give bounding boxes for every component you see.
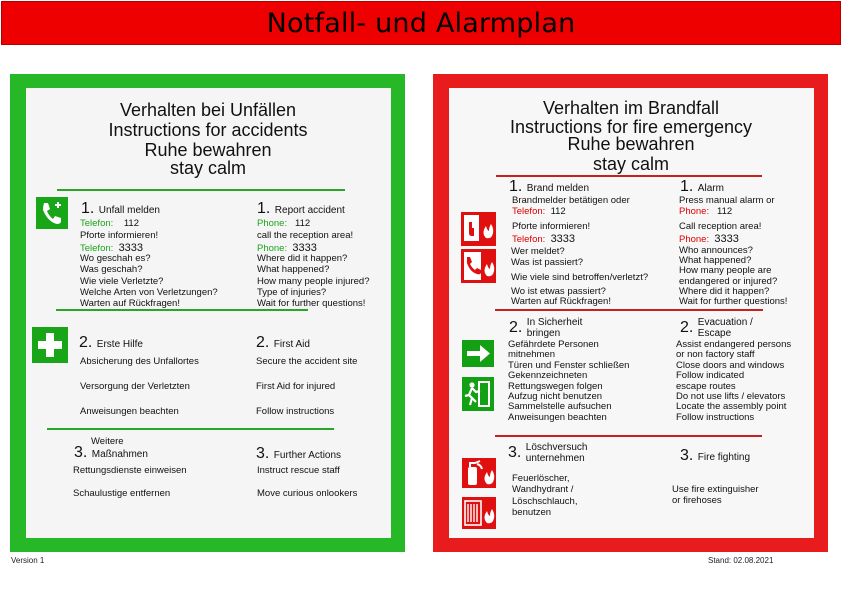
list-item: How many people are — [679, 265, 772, 277]
fire-alarm-button-icon — [461, 212, 496, 246]
reception-phone: 3333 — [292, 242, 317, 254]
firefighting-list-en — [672, 484, 759, 507]
list-item: Welche Arten von Verletzungen? — [80, 286, 218, 298]
list-item: Gekennzeichneten — [508, 370, 588, 382]
list-item: Wait for further questions! — [257, 298, 366, 310]
question-list-en — [257, 253, 369, 309]
divider — [495, 435, 762, 437]
divider — [57, 189, 345, 191]
section-title-en: Escape — [697, 328, 732, 339]
direction-arrow-icon — [462, 340, 494, 367]
phone-number: 112 — [717, 206, 733, 217]
section-number: 3. — [680, 447, 694, 464]
section-title-de: Löschversuch — [525, 442, 588, 453]
section-number: 2. — [79, 334, 93, 351]
accident-calm-de: Ruhe bewahren — [144, 140, 272, 160]
list-item: Wandhydrant / — [512, 484, 574, 496]
list-item: Anweisungen beachten — [508, 411, 607, 423]
list-item: Warten auf Rückfragen! — [80, 298, 180, 310]
divider — [496, 175, 762, 177]
list-item: Wer meldet? — [511, 246, 565, 257]
section-number: 2. — [680, 319, 694, 336]
list-item: Wo geschah es? — [80, 253, 151, 264]
accident-heading-de: Verhalten bei Unfällen — [119, 100, 297, 120]
list-item: Warten auf Rückfragen! — [511, 296, 611, 307]
list-item: Use fire extinguisher — [672, 484, 759, 495]
fire-emergency-phone-icon — [461, 249, 496, 283]
alarm-instruction: Brandmelder betätigen oder — [512, 195, 630, 206]
question-list-de — [80, 253, 218, 309]
version-label: Version 1 — [11, 556, 45, 565]
list-item: Secure the accident site — [256, 356, 358, 367]
list-item: Rettungswegen folgen — [508, 380, 603, 392]
list-item: Who announces? — [679, 245, 753, 256]
list-item: Sammelstelle aufsuchen — [508, 401, 612, 413]
list-item: Wie viele Verletzte? — [80, 275, 164, 287]
list-item: Schaulustige entfernen — [73, 488, 171, 499]
phone-label: Telefon: — [512, 206, 546, 217]
list-item: Type of injuries? — [257, 286, 327, 298]
reception-note: Call reception area! — [679, 221, 762, 232]
section-title-en: First Aid — [273, 339, 310, 350]
section-number: 3. — [256, 445, 270, 462]
section-number: 1. — [680, 178, 694, 195]
reception-phone: 3333 — [714, 233, 739, 245]
section-title-en: Evacuation / — [697, 317, 753, 328]
list-item: Where did it happen? — [679, 285, 770, 297]
first-aid-cross-icon — [32, 327, 68, 363]
question-list-en — [679, 246, 787, 307]
section-number: 1. — [81, 200, 95, 217]
phone-label: Telefon: — [80, 218, 114, 229]
phone-label: Phone: — [257, 218, 288, 229]
phone-label: Telefon: — [512, 234, 546, 245]
section-title-de: Brand melden — [526, 183, 590, 194]
fire-hose-icon — [462, 497, 496, 529]
list-item: Was geschah? — [80, 264, 143, 276]
section-title-de: Weitere — [91, 436, 124, 447]
list-item: or firehoses — [672, 495, 722, 507]
phone-label: Phone: — [679, 206, 710, 217]
phone-number: 112 — [295, 218, 311, 229]
phone-number: 112 — [550, 206, 566, 217]
page-title: Notfall- und Alarmplan — [266, 7, 576, 39]
list-item: mitnehmen — [508, 349, 555, 361]
list-item: Follow instructions — [256, 406, 335, 417]
fire-heading-de: Verhalten im Brandfall — [542, 98, 720, 118]
section-number: 2. — [256, 334, 270, 351]
section-title-en: Fire fighting — [697, 452, 751, 463]
alarm-instruction: Press manual alarm or — [679, 195, 775, 206]
section-title-en: Alarm — [697, 183, 724, 194]
section-title-en: Further Actions — [273, 450, 342, 461]
reception-note: Pforte informieren! — [80, 230, 159, 241]
section-number: 1. — [257, 200, 271, 217]
section-title-de: In Sicherheit — [526, 317, 583, 328]
list-item: Do not use lifts / elevators — [676, 391, 786, 403]
list-item: What happened? — [679, 255, 752, 267]
list-item: Türen und Fenster schließen — [508, 359, 630, 371]
firefighting-list-de — [512, 473, 577, 518]
phone-number: 112 — [123, 218, 139, 229]
list-item: endangered or injured? — [679, 275, 778, 287]
phone-label: Phone: — [679, 234, 710, 245]
list-item: Close doors and windows — [676, 359, 785, 371]
list-item: Gefährdete Personen — [508, 339, 599, 350]
reception-note: Pforte informieren! — [512, 221, 591, 232]
list-item: benutzen — [512, 506, 552, 518]
section-number: 3. — [508, 444, 522, 461]
list-item: Feuerlöscher, — [512, 473, 570, 484]
accident-calm-en: stay calm — [169, 158, 247, 178]
list-item: Move curious onlookers — [257, 488, 358, 499]
fire-extinguisher-icon — [462, 458, 496, 488]
list-item: How many people injured? — [257, 275, 370, 287]
list-item: Where did it happen? — [257, 253, 348, 264]
evacuation-list-en — [676, 340, 791, 423]
section-number: 2. — [509, 319, 523, 336]
section-title-en: Report accident — [274, 205, 345, 216]
emergency-phone-icon — [36, 197, 68, 229]
list-item: Anweisungen beachten — [80, 406, 179, 417]
section-title-de: Unfall melden — [98, 205, 160, 216]
list-item: Rettungsdienste einweisen — [73, 465, 187, 476]
list-item: escape routes — [676, 380, 736, 392]
list-item: Löschschlauch, — [512, 495, 578, 507]
divider — [47, 428, 334, 430]
reception-phone: 3333 — [118, 242, 144, 254]
list-item: Follow instructions — [676, 411, 755, 423]
list-item: Wo ist etwas passiert? — [511, 286, 606, 297]
section-title-de: Maßnahmen — [91, 449, 148, 460]
evacuation-list-de — [508, 340, 629, 423]
title-bar — [1, 1, 841, 45]
section-number: 1. — [509, 178, 523, 195]
list-item: Aufzug nicht benutzen — [508, 391, 603, 403]
phone-label: Telefon: — [80, 243, 114, 254]
date-label: Stand: 02.08.2021 — [708, 556, 774, 565]
emergency-exit-icon — [462, 377, 494, 411]
list-item: or non factory staff — [676, 349, 755, 361]
list-item: Versorgung der Verletzten — [80, 381, 190, 392]
list-item: Wait for further questions! — [679, 296, 788, 308]
divider — [495, 309, 763, 311]
fire-calm-de: Ruhe bewahren — [567, 134, 695, 154]
divider — [56, 309, 308, 311]
accident-heading-en: Instructions for accidents — [108, 120, 308, 140]
list-item: Absicherung des Unfallortes — [80, 356, 199, 367]
fire-calm-en: stay calm — [592, 154, 670, 174]
reception-note: call the reception area! — [257, 230, 354, 241]
section-title-de: Erste Hilfe — [96, 339, 143, 350]
list-item: Assist endangered persons — [676, 339, 792, 350]
section-number: 3. — [74, 444, 88, 461]
list-item: Wie viele sind betroffen/verletzt? — [511, 272, 649, 283]
list-item: Was ist passiert? — [511, 257, 583, 268]
fire-heading-en: Instructions for fire emergency — [509, 117, 753, 137]
phone-label: Phone: — [257, 243, 288, 254]
reception-phone: 3333 — [550, 233, 576, 245]
section-title-de: unternehmen — [525, 453, 585, 464]
list-item: What happened? — [257, 264, 330, 276]
list-item: First Aid for injured — [256, 381, 336, 392]
section-title-de: bringen — [526, 328, 561, 339]
list-item: Instruct rescue staff — [257, 465, 340, 476]
list-item: Follow indicated — [676, 370, 745, 382]
list-item: Locate the assembly point — [676, 401, 787, 413]
